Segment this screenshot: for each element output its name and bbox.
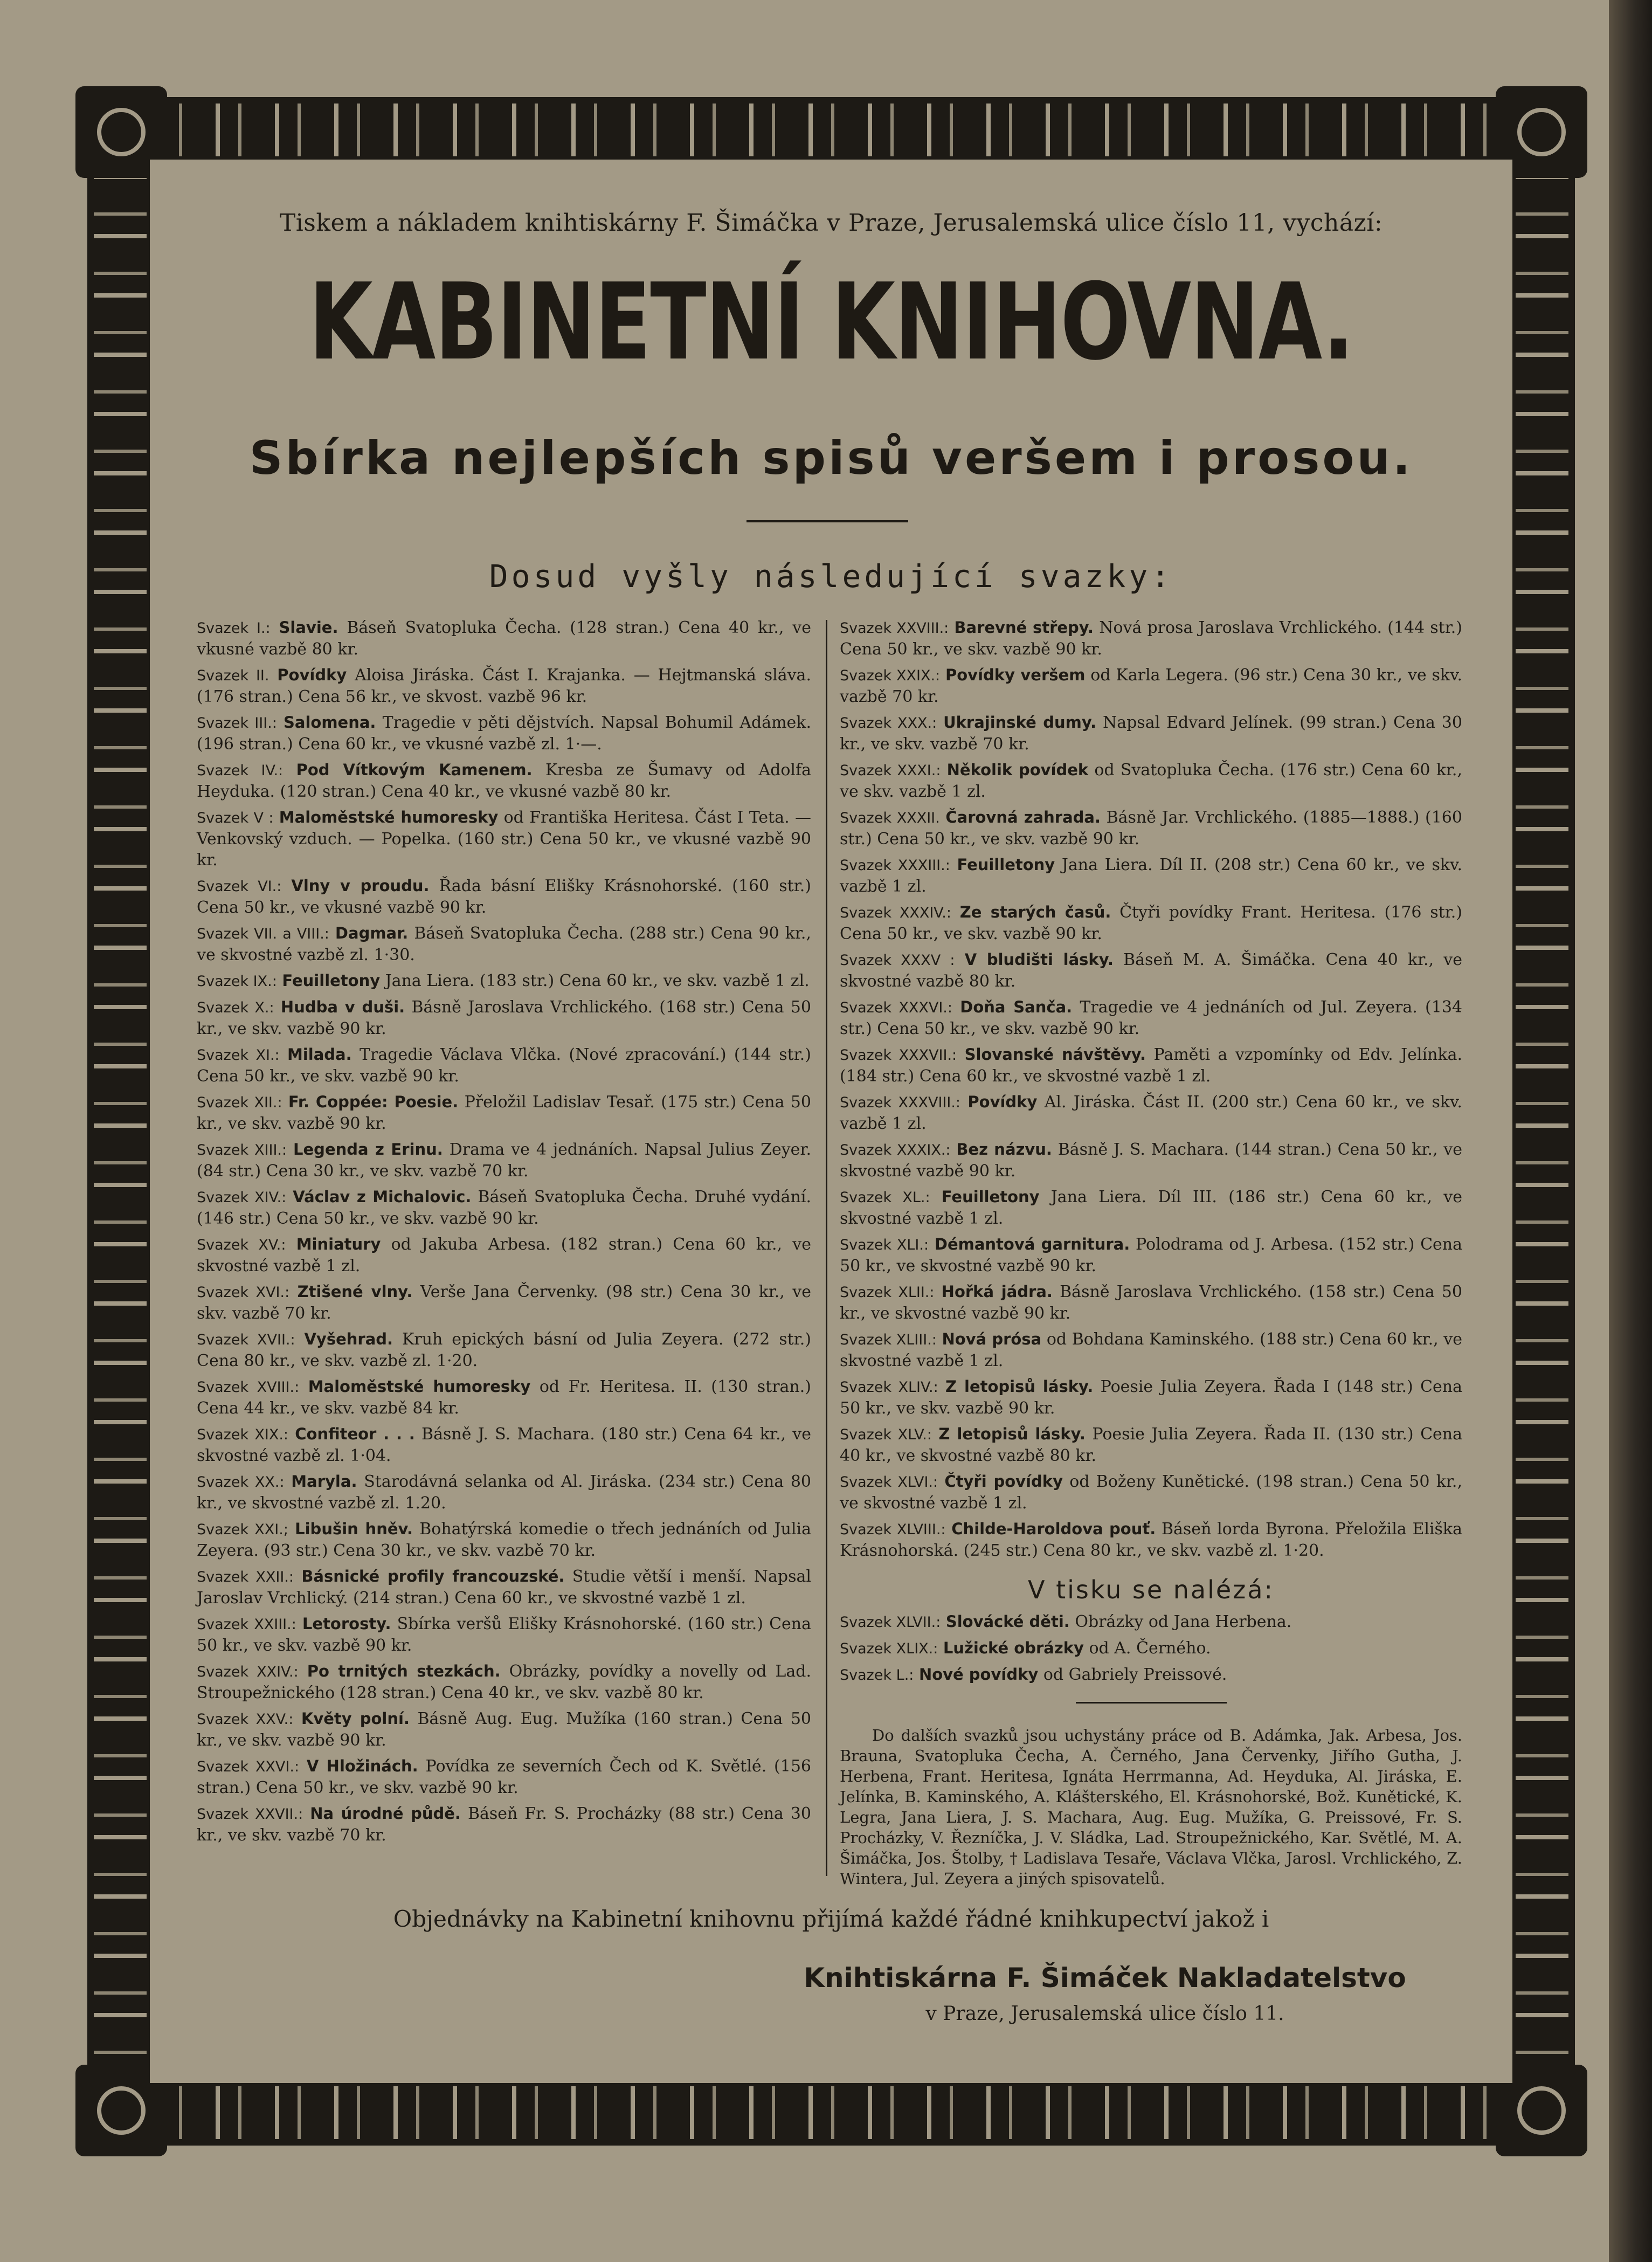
volume-entry-item [197, 1092, 811, 1134]
volume-details: Studie větší i menší. Napsal Jaroslav Vrchlický. (214 stran.) Cena 60 kr., ve skvostné vazbě 1 zl. [197, 1567, 811, 1608]
volume-number: Svazek XXIX.: [840, 667, 941, 684]
volume-number: Svazek XII.: [197, 1094, 282, 1111]
volume-number: Svazek XLV.: [840, 1426, 932, 1443]
volume-details: Přeložil Ladislav Tesař. (175 str.) Cena 50 kr., ve skv. vazbě 90 kr. [197, 1093, 811, 1133]
volume-entry-item [840, 1519, 1462, 1561]
volume-title: Salomena. [284, 713, 376, 732]
volume-entry-item [197, 1519, 811, 1561]
volume-details: Obrázky od Jana Herbena. [1075, 1612, 1292, 1631]
volume-details: Kruh epických básní od Julia Zeyera. (272 str.) Cena 80 kr., ve skv. vazbě zl. 1·20. [197, 1330, 811, 1370]
volume-entry-item [840, 1092, 1462, 1134]
volume-details: Poesie Julia Zeyera. Řada I (148 str.) Cena 50 kr., ve skv. vazbě 90 kr. [840, 1377, 1462, 1418]
volume-entry-item [840, 712, 1462, 755]
volume-number: Svazek XLIX.: [840, 1640, 938, 1657]
publisher-name: Knihtiskárna F. Šimáček Nakladatelstvo [804, 1962, 1406, 1994]
volume-details: Starodávná selanka od Al. Jiráska. (234 str.) Cena 80 kr., ve skvostné vazbě zl. 1.20. [197, 1472, 811, 1513]
page-subtitle: Sbírka nejlepších spisů veršem i prosou. [249, 431, 1413, 485]
volume-details: od Gabriely Preissové. [1043, 1665, 1227, 1684]
volume-title: Ukrajinské dumy. [943, 713, 1097, 732]
orders-notice: Objednávky na Kabinetní knihovnu přijímá každé řádné knihkupectví jakož i [393, 1906, 1269, 1932]
volume-details: Básně Aug. Eug. Mužíka (160 stran.) Cena 50 kr., ve skv. vazbě 90 kr. [197, 1709, 812, 1750]
volume-entry-item [840, 1424, 1462, 1466]
volume-details: Báseň Svatopluka Čecha. (128 stran.) Cena 40 kr., ve vkusné vazbě 80 kr. [197, 618, 811, 659]
volume-number: Svazek XI.: [197, 1047, 280, 1064]
volume-number: Svazek XXXVIII.: [840, 1094, 961, 1111]
volume-title: Povídky [967, 1093, 1038, 1111]
volume-number: Svazek XXXI.: [840, 762, 941, 779]
volume-number: Svazek XXXV : [840, 952, 955, 969]
volume-number: Svazek IV.: [197, 762, 284, 779]
volume-number: Svazek XXVII.: [197, 1806, 303, 1823]
issued-volumes-heading: Dosud vyšly následující svazky: [489, 558, 1173, 595]
volume-details: Báseň lorda Byrona. Přeložila Eliška Krásnohorská. (245 str.) Cena 80 kr., ve skv. vazbě zl. 1·20. [840, 1520, 1462, 1560]
volume-number: Svazek XIX.: [197, 1426, 288, 1443]
volume-entry-item [197, 923, 811, 966]
volume-title: Ze starých časů. [959, 903, 1111, 921]
volume-details: od Fr. Heritesa. II. (130 stran.) Cena 44 kr., ve skv. vazbě 84 kr. [197, 1377, 811, 1418]
volume-number: Svazek XXIII.: [197, 1616, 296, 1633]
volume-number: Svazek XXIV.: [197, 1664, 299, 1680]
volume-entry-item [840, 1139, 1462, 1182]
volume-number: Svazek XXI.; [197, 1521, 288, 1538]
volume-number: Svazek XXXII. [840, 810, 940, 826]
volume-number: Svazek XV.: [197, 1237, 286, 1253]
volume-number: Svazek XLIV.: [840, 1379, 938, 1396]
volume-title: Po trnitých stezkách. [307, 1662, 501, 1680]
volume-details: Básně J. S. Machara. (144 stran.) Cena 50 kr., ve skvostné vazbě 90 kr. [840, 1140, 1462, 1181]
volume-details: Jana Liera. Díl III. (186 str.) Cena 60 kr., ve skvostné vazbě 1 zl. [840, 1188, 1462, 1228]
page-title: KABINETNÍ KNIHOVNA. [309, 261, 1353, 384]
volume-details: Obrázky, povídky a novelly od Lad. Stroupežnického (128 stran.) Cena 40 kr., ve skv. vazbě 80 kr. [197, 1662, 811, 1702]
volume-entry-item [197, 1281, 811, 1324]
volume-title: Letorosty. [302, 1615, 391, 1633]
volume-entry-item [840, 665, 1462, 707]
volume-entry-item [197, 712, 811, 755]
volume-entry-item [840, 1234, 1462, 1277]
volume-details: Al. Jiráska. Část II. (200 str.) Cena 60 kr., ve skv. vazbě 1 zl. [840, 1093, 1462, 1133]
volume-title: Hořká jádra. [941, 1282, 1053, 1301]
volume-entry-item [840, 760, 1462, 802]
volume-title: Povídky [277, 666, 347, 684]
volume-details: Jana Liera. Díl II. (208 str.) Cena 60 kr., ve skv. vazbě 1 zl. [840, 856, 1462, 896]
volume-number: Svazek III.: [197, 715, 277, 732]
volume-details: od Karla Legera. (96 str.) Cena 30 kr., ve skv. vazbě 70 kr. [840, 666, 1463, 706]
volume-number: Svazek XXXIII.: [840, 857, 950, 874]
volume-number: Svazek XXXVII.: [840, 1047, 957, 1064]
volume-title: Feuilletony [941, 1188, 1040, 1206]
volume-title: Slovácké děti. [945, 1612, 1070, 1631]
volume-details: Bohatýrská komedie o třech jednáních od Julia Zeyera. (93 str.) Cena 30 kr., ve skv. vazbě 70 kr. [197, 1520, 811, 1560]
volume-details: Báseň Svatopluka Čecha. (288 str.) Cena 90 kr., ve skvostné vazbě zl. 1·30. [197, 924, 811, 964]
volumes-column-left [197, 617, 811, 1851]
volume-details: Kresba ze Šumavy od Adolfa Heyduka. (120 stran.) Cena 40 kr., ve vkusné vazbě 80 kr. [197, 761, 812, 801]
volume-title: Libušin hněv. [295, 1520, 413, 1538]
volume-details: Tragedie Václava Vlčka. (Nové zpracování.) (144 str.) Cena 50 kr., ve skv. vazbě 90 kr. [197, 1045, 811, 1086]
volume-title: Hudba v duši. [280, 998, 405, 1016]
volume-entry-item [840, 902, 1462, 944]
volume-title: Démantová garnitura. [934, 1235, 1130, 1253]
in-press-heading: V tisku se nalézá: [1027, 1575, 1275, 1604]
volume-details: Básně Jaroslava Vrchlického. (168 str.) Cena 50 kr., ve skv. vazbě 90 kr. [197, 998, 811, 1038]
volume-title: Maloměstské humoresky [279, 808, 499, 826]
volume-title: Několik povídek [946, 761, 1089, 779]
volume-details: od Jakuba Arbesa. (182 stran.) Cena 60 kr., ve skvostné vazbě 1 zl. [197, 1235, 811, 1275]
volume-entry-item [197, 1424, 811, 1466]
volume-entry-item [840, 1471, 1462, 1514]
volume-number: Svazek VII. a VIII.: [197, 926, 329, 942]
volume-number: Svazek L.: [840, 1667, 914, 1684]
volume-details: od Bohdana Kaminského. (188 str.) Cena 60 kr., ve skvostné vazbě 1 zl. [840, 1330, 1463, 1370]
volume-title: Vyšehrad. [304, 1330, 393, 1348]
volume-entry-item [197, 665, 811, 707]
volume-number: Svazek XX.: [197, 1474, 285, 1491]
volume-title: Childe-Haroldova pouť. [951, 1520, 1156, 1538]
volume-title: Feuilletony [282, 971, 381, 990]
in-press-entry-item [840, 1611, 1462, 1633]
volume-title: Feuilletony [957, 856, 1055, 874]
volume-entry-item [840, 617, 1462, 660]
volume-details: Tragedie ve 4 jednáních od Jul. Zeyera. (134 str.) Cena 50 kr., ve skv. vazbě 90 kr. [840, 998, 1462, 1038]
volumes-column-right [840, 617, 1462, 1889]
volume-entry-item [840, 807, 1462, 850]
volume-details: Řada básní Elišky Krásnohorské. (160 str.) Cena 50 kr., ve vkusné vazbě 90 kr. [197, 877, 811, 917]
volume-entry-item [197, 1376, 811, 1419]
volume-number: Svazek X.: [197, 999, 274, 1016]
volume-title: Nová prósa [942, 1330, 1042, 1348]
volume-entry-item [197, 997, 811, 1039]
volume-title: Legenda z Erinu. [293, 1140, 443, 1158]
volume-number: Svazek IX.: [197, 973, 277, 990]
in-press-entry-item [840, 1664, 1462, 1686]
volume-details: Báseň M. A. Šimáčka. Cena 40 kr., ve skvostné vazbě 80 kr. [840, 950, 1462, 991]
volume-entry-item [197, 807, 811, 871]
volume-number: Svazek XXXIX.: [840, 1142, 951, 1158]
volume-title: Z letopisů lásky. [938, 1425, 1086, 1443]
volume-details: Verše Jana Červenky. (98 str.) Cena 30 kr., ve skv. vazbě 70 kr. [197, 1282, 811, 1323]
volume-title: Miniatury [296, 1235, 381, 1253]
volume-number: Svazek XLVIII.: [840, 1521, 946, 1538]
volume-entry-item [197, 1139, 811, 1182]
volume-number: Svazek XXXVI.: [840, 999, 952, 1016]
volume-number: Svazek XL.: [840, 1189, 930, 1206]
volume-entry-item [197, 1756, 811, 1798]
volume-number: Svazek XVII.: [197, 1332, 295, 1348]
volume-number: Svazek XLVII.: [840, 1614, 941, 1631]
volume-entry-item [197, 1566, 811, 1609]
forthcoming-authors-paragraph: Do dalších svazků jsou uchystány práce od B. Adámka, Jak. Arbesa, Jos. Brauna, Svatopluka Čecha, A. Černého, Jana Červenky, Jiřího Gutha, J. Herbena, Frant. Heritesa, Ignáta Herrmanna, Ad. Heyduka, Al. Jiráska, E. Jelínka, B. Kaminského, A. Klášterského, El. Krásnohorské, Bož. Kunětické, K. Legra, Jana Liera, J. S. Machara, Aug. Eug. Mužíka, G. Preissové, Fr. S. Procházky, V. Řezníčka, J. V. Sládka, Lad. Stroupežnického, Kar. Světlé, M. A. Šimáčka, Jos. Štolby, † Ladislava Tesaře, Václava Vlčka, Jarosl. Vrchlického, Z. Wintera, Jul. Zeyera a jiných spisovatelů. [840, 1726, 1462, 1888]
volume-details: Tragedie v pěti dějstvích. Napsal Bohumil Adámek. (196 stran.) Cena 60 kr., ve vkusné vazbě zl. 1·—. [197, 713, 811, 754]
volume-title: Maloměstské humoresky [308, 1377, 531, 1396]
volume-details: od A. Černého. [1089, 1639, 1211, 1658]
volume-number: Svazek XLI.: [840, 1237, 929, 1253]
volume-entry-item [197, 617, 811, 660]
volume-entry-item [197, 875, 811, 918]
volume-entry-item [840, 1376, 1462, 1419]
volume-title: Maryla. [291, 1472, 357, 1491]
volume-entry-item [197, 1613, 811, 1656]
volume-title: Čarovná zahrada. [945, 808, 1101, 826]
volume-title: Ztišené vlny. [297, 1282, 413, 1301]
volume-entry-item [197, 1187, 811, 1229]
volume-number: Svazek XXII.: [197, 1569, 294, 1585]
volume-title: Bez názvu. [956, 1140, 1052, 1158]
volume-title: Povídky veršem [945, 666, 1086, 684]
volume-title: Lužické obrázky [943, 1639, 1084, 1657]
volume-title: Dagmar. [335, 924, 409, 942]
volume-title: Fr. Coppée: Poesie. [288, 1093, 459, 1111]
column-divider [826, 620, 827, 1876]
volume-number: Svazek XIII.: [197, 1142, 287, 1158]
volume-details: Báseň Svatopluka Čecha. Druhé vydání. (146 str.) Cena 50 kr., ve skv. vazbě 90 kr. [197, 1188, 811, 1228]
volume-entry-item [840, 949, 1462, 992]
volume-number: Svazek II. [197, 667, 269, 684]
volume-details: Sbírka veršů Elišky Krásnohorské. (160 str.) Cena 50 kr., ve skv. vazbě 90 kr. [197, 1615, 811, 1655]
volume-title: Básnické profily francouzské. [301, 1567, 565, 1585]
volume-title: Pod Vítkovým Kamenem. [296, 761, 533, 779]
volume-entry-item [197, 1234, 811, 1277]
volume-title: Na úrodné půdě. [310, 1804, 461, 1823]
volume-details: Napsal Edvard Jelínek. (99 stran.) Cena 30 kr., ve skv. vazbě 70 kr. [840, 713, 1462, 754]
volume-title: Z letopisů lásky. [945, 1377, 1094, 1396]
volume-details: Nová prosa Jaroslava Vrchlického. (144 str.) Cena 50 kr., ve skv. vazbě 90 kr. [840, 618, 1462, 659]
volume-title: Nové povídky [918, 1665, 1039, 1684]
volume-details: Jana Liera. (183 str.) Cena 60 kr., ve skv. vazbě 1 zl. [385, 971, 810, 990]
volume-title: Slavie. [279, 618, 338, 637]
volume-title: Čtyři povídky [944, 1472, 1063, 1491]
volume-title: Doňa Sanča. [960, 998, 1073, 1016]
volume-details: Básně Jar. Vrchlického. (1885—1888.) (160 str.) Cena 50 kr., ve skv. vazbě 90 kr. [840, 808, 1462, 849]
volume-number: Svazek XVI.: [197, 1284, 290, 1301]
volume-entry-item [840, 1187, 1462, 1229]
volume-number: Svazek XXX.: [840, 715, 937, 732]
volume-number: Svazek XXVI.: [197, 1758, 300, 1775]
volume-entry-item [197, 1044, 811, 1087]
volume-entry-item [197, 1661, 811, 1704]
publisher-address: v Praze, Jerusalemská ulice číslo 11. [925, 2003, 1284, 2025]
volume-title: V Hložinách. [306, 1757, 418, 1775]
volume-number: Svazek XVIII.: [197, 1379, 300, 1396]
volume-entry-item [197, 1471, 811, 1514]
volume-details: od Františka Heritesa. Část I Teta. — Venkovský vzduch. — Popelka. (160 str.) Cena 50 kr., ve vkusné vazbě 90 kr. [197, 808, 811, 870]
imprint-line: Tiskem a nákladem knihtiskárny F. Šimáčka v Praze, Jerusalemská ulice číslo 11, vychází: [279, 209, 1383, 237]
volume-entry-item [197, 1803, 811, 1846]
volume-details: Aloisa Jiráska. Část I. Krajanka. — Hejtmanská sláva. (176 stran.) Cena 56 kr., ve skvost. vazbě 96 kr. [197, 666, 811, 706]
volume-details: Povídka ze severních Čech od K. Světlé. (156 stran.) Cena 50 kr., ve skv. vazbě 90 kr. [197, 1757, 811, 1797]
volume-number: Svazek XLVI.: [840, 1474, 938, 1491]
volume-details: od Svatopluka Čecha. (176 str.) Cena 60 kr., ve skv. vazbě 1 zl. [840, 761, 1463, 801]
volume-details: Paměti a vzpomínky od Edv. Jelínka. (184 str.) Cena 60 kr., ve skvostné vazbě 1 zl. [840, 1045, 1462, 1086]
volume-entry-item [840, 1329, 1462, 1371]
volume-entry-item [840, 997, 1462, 1039]
volume-entry-item [197, 760, 811, 802]
title-divider [746, 520, 908, 522]
volume-number: Svazek VI.: [197, 878, 282, 895]
volume-details: Čtyři povídky Frant. Heritesa. (176 str.) Cena 50 kr., ve skv. vazbě 90 kr. [840, 903, 1462, 943]
volume-title: Confiteor . . . [295, 1425, 415, 1443]
volume-details: Polodrama od J. Arbesa. (152 str.) Cena 50 kr., ve skvostné vazbě 90 kr. [840, 1235, 1462, 1275]
volume-entry-item [840, 1281, 1462, 1324]
volume-entry-item [840, 854, 1462, 897]
volume-title: Václav z Michalovic. [293, 1188, 472, 1206]
volume-number: Svazek XLIII.: [840, 1332, 937, 1348]
volume-number: Svazek V : [197, 810, 274, 826]
volume-number: Svazek XXVIII.: [840, 620, 949, 637]
volume-number: Svazek XXXIV.: [840, 905, 951, 921]
book-edge [1609, 0, 1652, 2262]
volume-number: Svazek I.: [197, 620, 271, 637]
volume-entry-item [840, 1044, 1462, 1087]
volume-title: Milada. [287, 1045, 352, 1064]
volume-details: od Boženy Kunětické. (198 stran.) Cena 50 kr., ve skvostné vazbě 1 zl. [840, 1472, 1463, 1513]
volume-title: Barevné střepy. [954, 618, 1094, 637]
volume-details: Básně J. S. Machara. (180 str.) Cena 64 kr., ve skvostné vazbě zl. 1·04. [197, 1425, 811, 1465]
volume-title: Květy polní. [301, 1709, 410, 1728]
volume-title: V bludišti lásky. [964, 950, 1114, 969]
volume-number: Svazek XXV.: [197, 1711, 294, 1728]
volume-details: Drama ve 4 jednáních. Napsal Julius Zeyer. (84 str.) Cena 30 kr., ve skv. vazbě 70 kr. [197, 1140, 811, 1181]
volume-number: Svazek XLII.: [840, 1284, 935, 1301]
in-press-entry-item [840, 1638, 1462, 1659]
volume-entry-item [197, 970, 811, 992]
volume-details: Báseň Fr. S. Procházky (88 str.) Cena 30 kr., ve skv. vazbě 70 kr. [197, 1804, 811, 1845]
volume-title: Slovanské návštěvy. [964, 1045, 1146, 1064]
volume-entry-item [197, 1329, 811, 1371]
volume-title: Vlny v proudu. [291, 877, 430, 895]
section-divider [1076, 1702, 1227, 1704]
volume-details: Básně Jaroslava Vrchlického. (158 str.) Cena 50 kr., ve skvostné vazbě 90 kr. [840, 1282, 1462, 1323]
volume-number: Svazek XIV.: [197, 1189, 287, 1206]
volume-entry-item [197, 1708, 811, 1751]
volume-details: Poesie Julia Zeyera. Řada II. (130 str.) Cena 40 kr., ve skvostné vazbě 80 kr. [840, 1425, 1463, 1465]
